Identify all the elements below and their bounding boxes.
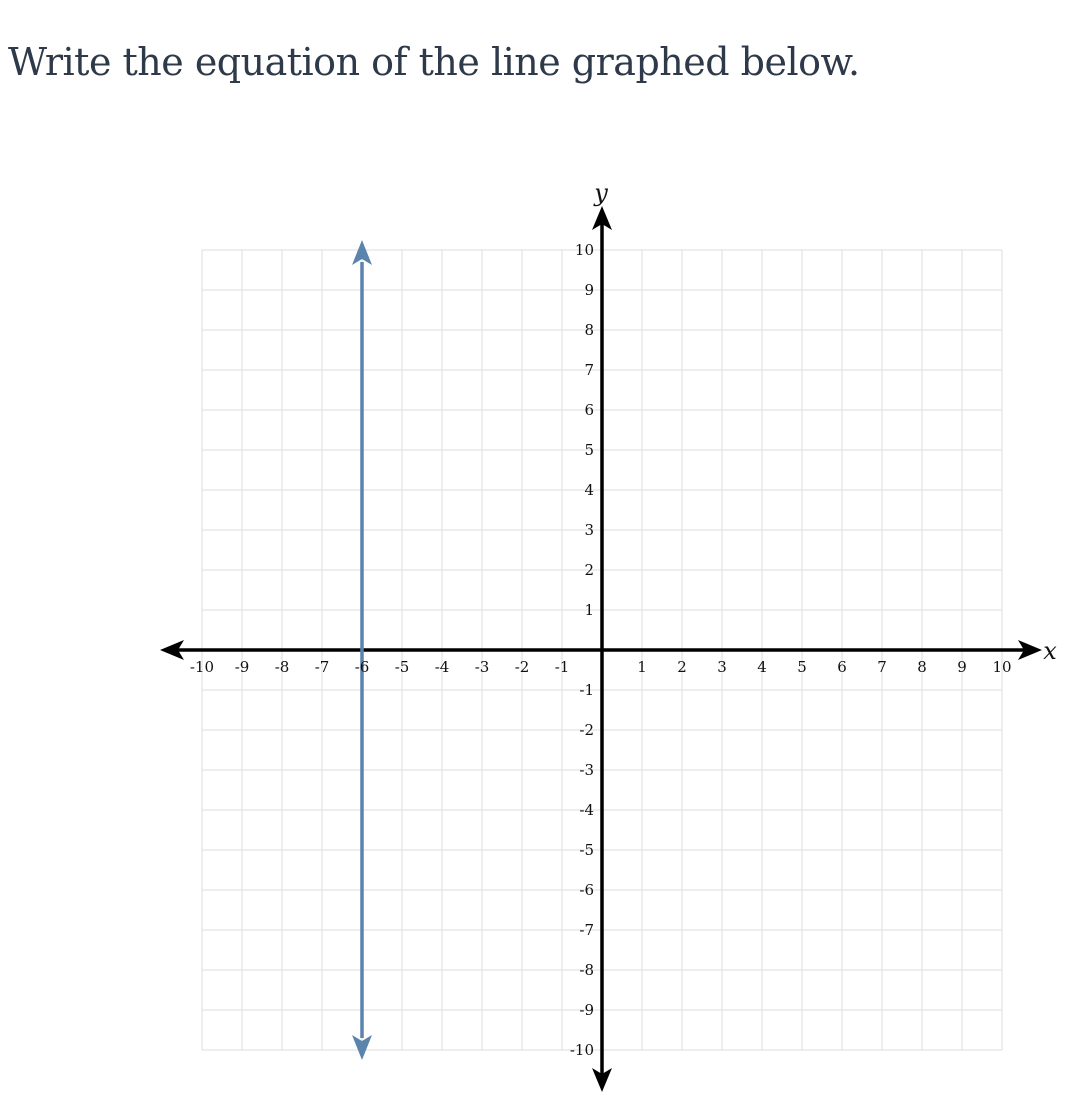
question-text: Write the equation of the line graphed below. bbox=[8, 40, 860, 84]
y-tick-label: -4 bbox=[579, 801, 594, 819]
x-tick-label: 3 bbox=[717, 658, 727, 676]
y-tick-label: -8 bbox=[579, 961, 594, 979]
y-tick-label: -10 bbox=[569, 1041, 594, 1059]
x-tick-label: -2 bbox=[514, 658, 530, 676]
x-tick-label: -7 bbox=[314, 658, 330, 676]
y-tick-label: 8 bbox=[584, 321, 594, 339]
y-tick-label: -1 bbox=[579, 681, 594, 699]
x-tick-label: -4 bbox=[434, 658, 450, 676]
x-tick-label: -5 bbox=[394, 658, 410, 676]
x-tick-label: 8 bbox=[917, 658, 927, 676]
x-tick-label: 10 bbox=[992, 658, 1012, 676]
x-tick-label: -6 bbox=[354, 658, 370, 676]
x-tick-label: 9 bbox=[957, 658, 967, 676]
y-tick-label: -9 bbox=[579, 1001, 594, 1019]
y-tick-label: 9 bbox=[584, 281, 594, 299]
y-tick-label: 1 bbox=[584, 601, 594, 619]
x-tick-label: -8 bbox=[274, 658, 290, 676]
y-axis-label: y bbox=[594, 179, 608, 207]
y-tick-label: 5 bbox=[584, 441, 594, 459]
x-tick-label: -9 bbox=[234, 658, 250, 676]
y-tick-label: 3 bbox=[584, 521, 594, 539]
x-tick-label: -10 bbox=[189, 658, 215, 676]
x-tick-label: -3 bbox=[474, 658, 490, 676]
y-tick-label: 4 bbox=[584, 481, 594, 499]
x-tick-label: 1 bbox=[637, 658, 647, 676]
y-tick-label: -7 bbox=[579, 921, 594, 939]
x-tick-label: -1 bbox=[554, 658, 570, 676]
x-axis-label: x bbox=[1043, 637, 1057, 665]
x-tick-label: 6 bbox=[837, 658, 847, 676]
y-tick-label: -2 bbox=[579, 721, 594, 739]
y-tick-label: 10 bbox=[574, 241, 594, 259]
axes bbox=[160, 206, 1042, 1092]
y-tick-label: -5 bbox=[579, 841, 594, 859]
x-tick-label: 2 bbox=[677, 658, 687, 676]
x-tick-label: 7 bbox=[877, 658, 887, 676]
x-tick-label: 4 bbox=[757, 658, 767, 676]
y-tick-label: -3 bbox=[579, 761, 594, 779]
y-tick-label: 2 bbox=[584, 561, 594, 579]
y-tick-label: 7 bbox=[584, 361, 594, 379]
y-tick-label: 6 bbox=[584, 401, 594, 419]
x-tick-label: 5 bbox=[797, 658, 807, 676]
y-tick-label: -6 bbox=[579, 881, 594, 899]
